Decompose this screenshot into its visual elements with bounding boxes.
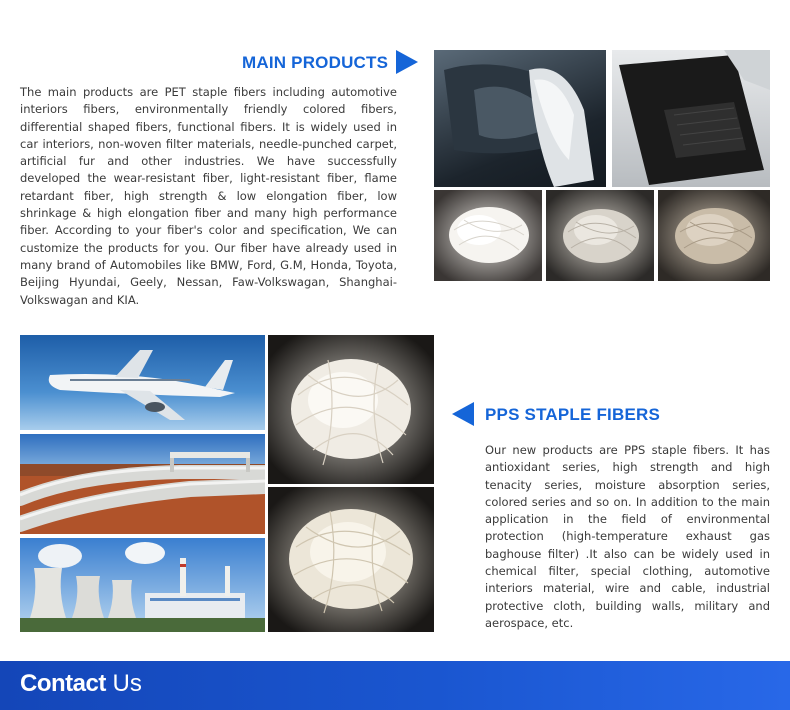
main-products-heading: MAIN PRODUCTS <box>242 53 389 72</box>
gray-fiber-photo <box>546 190 654 281</box>
pps-heading: PPS STAPLE FIBERS <box>485 405 661 424</box>
us-word: Us <box>105 670 142 697</box>
arrow-left-icon <box>452 402 474 426</box>
white-fiber-photo <box>434 190 542 281</box>
contact-word: Contact <box>20 670 106 697</box>
contact-us-bar <box>0 661 790 710</box>
pps-fiber-photo-2 <box>268 487 434 632</box>
pps-description: Our new products are PPS staple fibers. It has antioxidant series, high strength and high tenacity series, moisture absorption series, colored series and so on. In addition to the main application in the field of environmental protection (high-temperature exhaust gas baghouse filter) .It also can be widely used in chemical filter, special clothing, automotive interiors material, wire and cable, industrial protective cloth, building walls, military and aerospace, etc. <box>485 443 770 630</box>
car-interior-photo <box>434 50 770 187</box>
contact-us-heading <box>20 670 142 698</box>
main-products-description: The main products are PET staple fibers including automotive interiors fibers, environmentally friendly colored fibers, differential shaped fibers, functional fibers. It is widely used in car interiors, non-woven filter materials, needle-punched carpet, artificial fur and other industries. We have successfully developed the wear-resistant fiber, light-resistant fiber, flame retardant fiber, high strength & low elongation fiber, low shrinkage & high elongation fiber and many high performance fiber. According to your fiber's color and specification, We can customize the products for you. Our fiber have already used in many brand of Automobiles like BMW, Ford, G.M, Honda, Toyota, Beijing Hyundai, Geely, Nessan, Faw-Volkswagan, Shanghai-Volkswagan and KIA. <box>20 85 397 307</box>
power-plant-photo <box>20 538 265 632</box>
airplane-photo <box>20 335 265 430</box>
beige-fiber-photo <box>658 190 770 281</box>
pipeline-photo <box>20 434 265 534</box>
arrow-right-icon <box>396 50 418 74</box>
pps-fiber-photo-1 <box>268 335 434 484</box>
